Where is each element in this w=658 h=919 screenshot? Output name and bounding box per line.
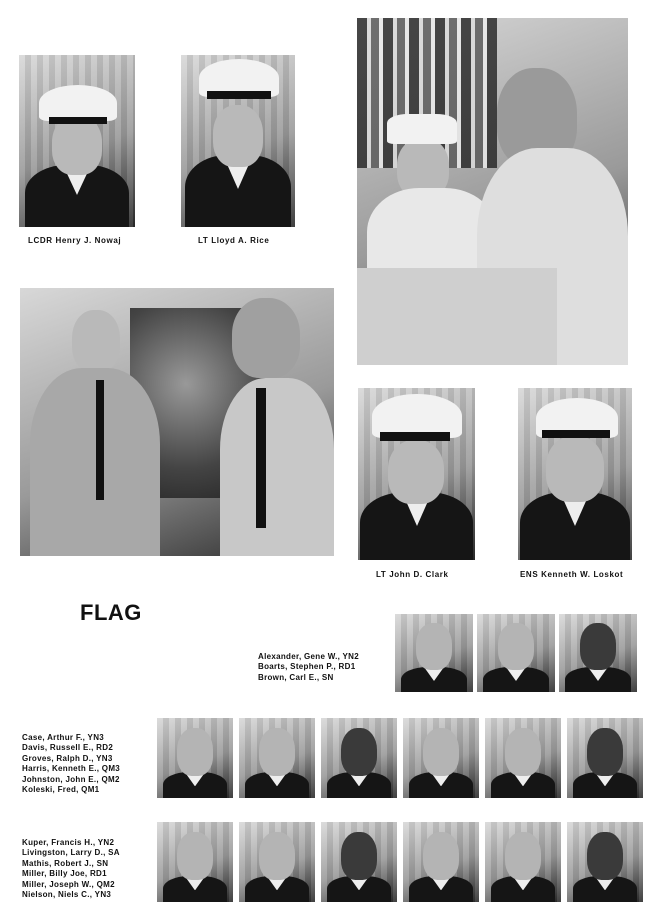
sailor-headshot <box>239 718 315 798</box>
portrait-clark <box>358 388 475 560</box>
roster-entry: Kuper, Francis H., YN2 <box>22 838 115 847</box>
caption-nowaj: LCDR Henry J. Nowaj <box>28 236 122 245</box>
sailor-headshot <box>567 822 643 902</box>
sailor-headshot <box>403 822 479 902</box>
roster-entry: Groves, Ralph D., YN3 <box>22 753 113 763</box>
sailor-headshot <box>321 718 397 798</box>
sailor-headshot <box>403 718 479 798</box>
sailor-headshot <box>157 718 233 798</box>
roster-group-2 <box>22 733 120 795</box>
sailor-headshot <box>485 718 561 798</box>
portrait-rice <box>181 55 295 227</box>
roster-entry: Case, Arthur F., YN3 <box>22 733 105 742</box>
section-title: FLAG <box>80 600 142 625</box>
sailor-headshot <box>567 718 643 798</box>
sailor-headshot <box>559 614 637 692</box>
sailor-headshot <box>395 614 473 692</box>
caption-clark: LT John D. Clark <box>376 570 449 579</box>
roster-entry: Koleski, Fred, QM1 <box>22 785 100 795</box>
sailor-headshot <box>477 614 555 692</box>
roster-group-3 <box>22 838 120 900</box>
roster-entry: Alexander, Gene W., YN2 <box>258 652 360 661</box>
sailor-headshot <box>239 822 315 902</box>
roster-entry: Boarts, Stephen P., RD1 <box>258 662 356 672</box>
roster-entry: Mathis, Robert J., SN <box>22 858 109 868</box>
sailor-headshot <box>157 822 233 902</box>
roster-entry: Davis, Russell E., RD2 <box>22 743 114 753</box>
portrait-loskot <box>518 388 632 560</box>
photo-chart-table <box>357 18 628 365</box>
roster-entry: Johnston, John E., QM2 <box>22 774 120 784</box>
roster-group-1 <box>258 652 359 683</box>
roster-entry: Nielson, Niels C., YN3 <box>22 890 112 900</box>
roster-entry: Livingston, Larry D., SA <box>22 848 120 858</box>
caption-rice: LT Lloyd A. Rice <box>198 236 270 245</box>
portrait-nowaj <box>19 55 135 227</box>
caption-loskot: ENS Kenneth W. Loskot <box>520 570 624 579</box>
roster-entry: Brown, Carl E., SN <box>258 672 334 682</box>
roster-entry: Miller, Joseph W., QM2 <box>22 879 115 889</box>
sailor-headshot <box>485 822 561 902</box>
photo-officers-pipe <box>20 288 334 556</box>
sailor-headshot <box>321 822 397 902</box>
roster-entry: Harris, Kenneth E., QM3 <box>22 764 121 774</box>
roster-entry: Miller, Billy Joe, RD1 <box>22 869 107 879</box>
